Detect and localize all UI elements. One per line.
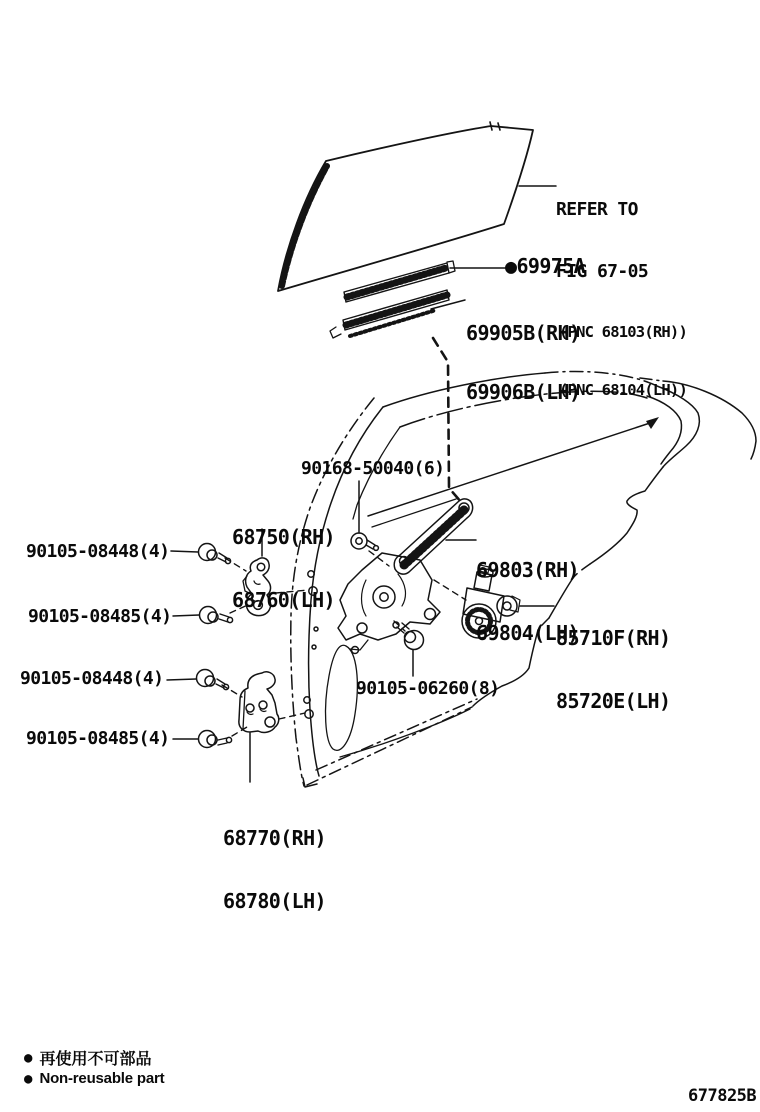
label-regulator-lh: 69804(LH) — [476, 621, 579, 645]
non-reusable-bullet-icon: ● — [24, 1070, 33, 1087]
label-screw-grommet: 90168-50040(6) — [301, 458, 445, 479]
bolt-90105-08448-upper-drawing — [199, 544, 231, 564]
pnc-lh: (PNC 68104(LH)) — [559, 381, 687, 399]
bolt-90105-08485-upper-drawing — [200, 607, 233, 624]
label-regulator-bolt: 90105-06260(8) — [356, 678, 500, 699]
legend-non-reusable-jp — [24, 1046, 151, 1069]
label-motor-rh: 85710F(RH) — [556, 626, 671, 650]
label-hinge-upper-rh: 68750(RH) — [232, 525, 335, 549]
legend-en-text: Non-reusable part — [39, 1070, 165, 1087]
leader-bolt-lower-a — [167, 679, 196, 680]
label-hinge-lower-lh: 68780(LH) — [223, 889, 326, 913]
label-bolt-lower-a: 90105-08448(4) — [20, 668, 164, 689]
legend-non-reusable-en — [24, 1070, 164, 1087]
leader-bolt-upper-a — [171, 551, 198, 552]
label-hinge-upper — [232, 485, 335, 632]
bolt-90105-06260-drawing — [393, 622, 424, 650]
label-weatherstrip-69975A: ●69975A — [505, 254, 586, 278]
label-bolt-upper-a: 90105-08448(4) — [26, 541, 170, 562]
label-glass-run-rh: 69905B(RH) — [466, 321, 581, 345]
label-hinge-lower — [223, 786, 326, 933]
legend-jp-text: 再使用不可部品 — [39, 1049, 152, 1068]
door-hinge-lower-drawing — [239, 672, 279, 733]
label-hinge-lower-rh: 68770(RH) — [223, 826, 326, 850]
label-hinge-upper-lh: 68760(LH) — [232, 588, 335, 612]
refer-line-1: REFER TO — [556, 199, 638, 220]
screw-90168-50040-drawing — [351, 533, 378, 550]
refer-line-2: FIG 67-05 — [556, 261, 649, 282]
non-reusable-bullet-icon: ● — [24, 1049, 33, 1066]
pnc-rh: (PNC 68103(RH)) — [559, 323, 687, 341]
label-regulator-rh: 69803(RH) — [476, 558, 579, 582]
label-glass-run-lh: 69906B(LH) — [466, 379, 581, 404]
label-motor — [556, 586, 670, 733]
label-glass-run — [466, 285, 580, 422]
label-motor-lh: 85720E(LH) — [556, 689, 671, 713]
figure-number: 677825B — [688, 1086, 757, 1106]
bolt-90105-08485-lower-drawing — [199, 731, 232, 748]
label-bolt-upper-b: 90105-08485(4) — [28, 606, 172, 627]
label-bolt-lower-b: 90105-08485(4) — [26, 728, 170, 749]
leader-bolt-upper-b — [173, 615, 199, 616]
